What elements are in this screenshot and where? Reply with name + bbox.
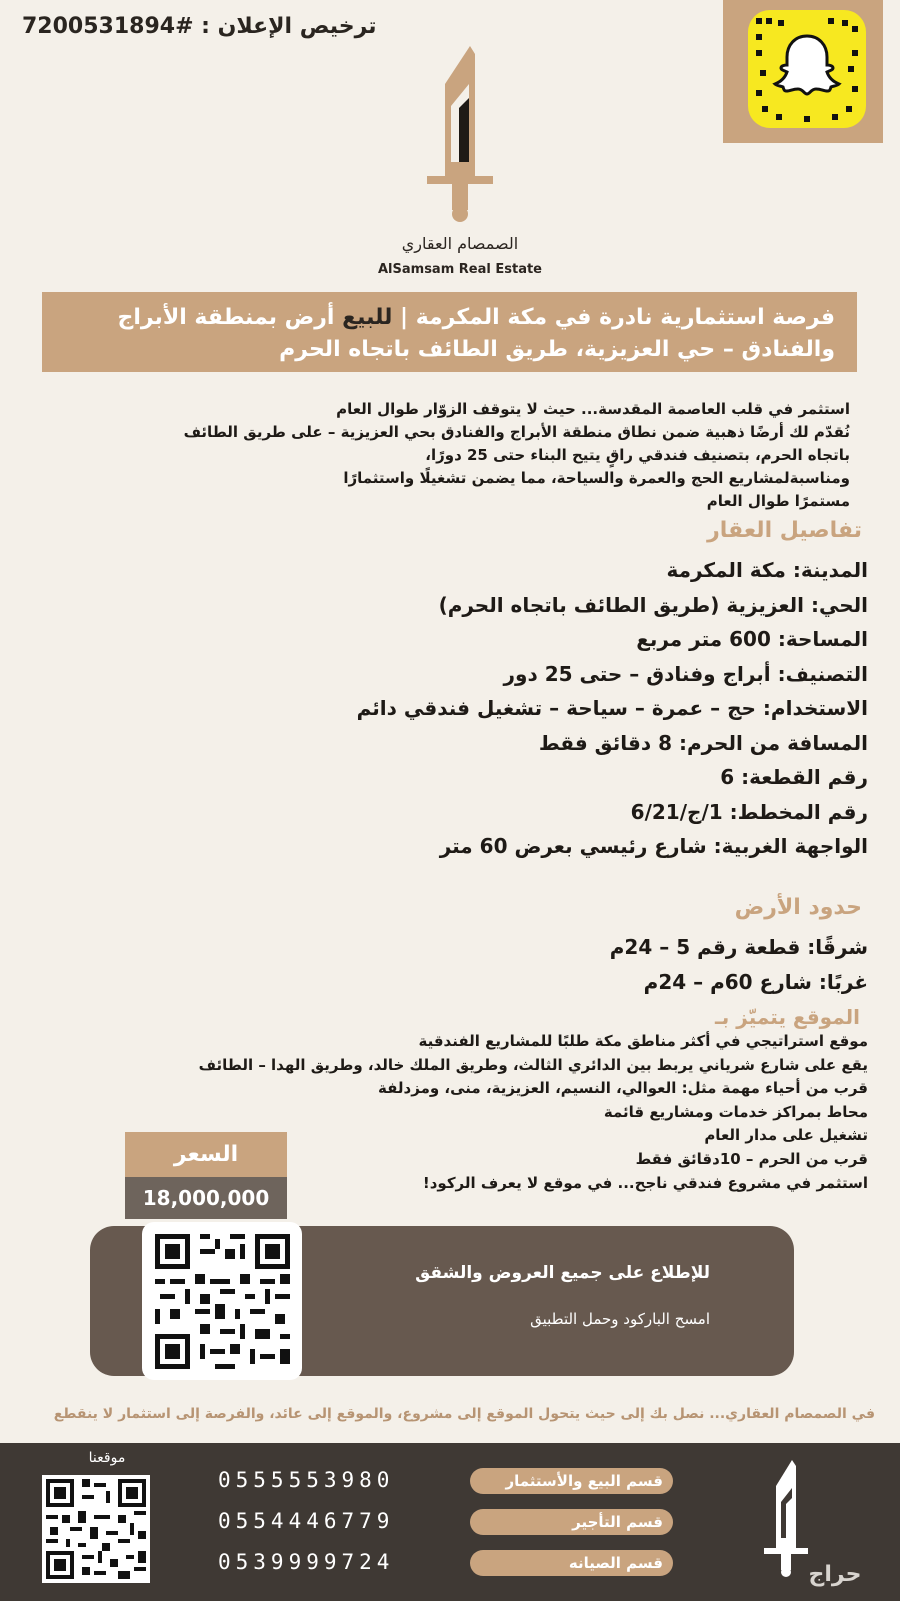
property-details-title: تفاصيل العقار	[707, 518, 862, 543]
brand-name-english: AlSamsam Real Estate	[378, 262, 542, 277]
detail-plan-number: رقم المخطط: 1/ج/6/21	[630, 799, 868, 824]
detail-area: المساحة: 600 متر مربع	[636, 627, 868, 651]
price-value: 18,000,000	[125, 1177, 287, 1219]
detail-district: الحي: العزيزية (طريق الطائف باتجاه الحرم)	[438, 592, 868, 617]
qr-code-icon[interactable]	[155, 1234, 290, 1369]
boundaries-title: حدود الأرض	[734, 895, 862, 920]
ad-license-number: ترخيص الإعلان : #7200531894	[22, 14, 377, 39]
dept-rental: قسم التأجير	[470, 1509, 673, 1535]
intro-paragraph	[110, 398, 850, 513]
boundaries-list	[268, 930, 868, 999]
feature-item: استثمر في مشروع فندقي ناجح... في موقع لا يعرف الركود!	[422, 1173, 868, 1192]
footer-sword-logo-icon	[762, 1458, 810, 1578]
intro-line: مستمرًا طوال العام	[706, 492, 850, 510]
app-banner-title: للإطلاع على جميع العروض والشقق	[415, 1263, 710, 1283]
headline-part-1: فرصة استثمارية نادرة في مكة المكرمة |	[392, 305, 835, 330]
phone-maintenance[interactable]: 0539999724	[218, 1550, 395, 1574]
feature-item: يقع على شارع شرياني يربط بين الدائري الثالث، وطريق الملك خالد، وطريق الهدا – الطائف	[198, 1055, 868, 1074]
headline-text	[55, 302, 835, 366]
boundary-west: غربًا: شارع 60م – 24م	[643, 969, 868, 994]
detail-west-frontage: الواجهة الغربية: شارع رئيسي بعرض 60 متر	[439, 834, 868, 858]
app-banner-subtitle: امسح الباركود وحمل التطبيق	[530, 1310, 710, 1328]
boundary-east: شرقًا: قطعة رقم 5 – 24م	[609, 935, 868, 959]
dept-sales-investment: قسم البيع والأستثمار	[470, 1468, 673, 1494]
property-details-list	[168, 553, 868, 864]
feature-item: محاط بمراكز خدمات ومشاريع قائمة	[603, 1102, 868, 1121]
feature-item: قرب من الحرم – 10دقائق فقط	[635, 1149, 868, 1168]
intro-line: نُقدّم لك أرضًا ذهبية ضمن نطاق منطقة الأبراج والفنادق بحي العزيزية – على طريق الطائف	[183, 423, 850, 441]
intro-line: باتجاه الحرم، بتصنيف فندقي راقٍ يتيح البناء حتى 25 دورًا،	[425, 446, 850, 464]
dept-maintenance: قسم الصيانه	[470, 1550, 673, 1576]
brand-name-arabic: الصمصام العقاري	[401, 234, 519, 253]
detail-city: المدينة: مكة المكرمة	[666, 558, 868, 582]
phone-rental[interactable]: 0554446779	[218, 1509, 395, 1533]
detail-distance: المسافة من الحرم: 8 دقائق فقط	[538, 730, 868, 755]
detail-classification: التصنيف: أبراج وفنادق – حتى 25 دور	[503, 661, 868, 686]
feature-item: موقع استراتيجي في أكثر مناطق مكة طلبًا للمشاريع الفندقية	[418, 1032, 868, 1050]
haraj-watermark: حراج	[808, 1562, 862, 1587]
features-title: الموقع يتميّز بـ	[714, 1005, 860, 1029]
feature-item: قرب من أحياء مهمة مثل: العوالي، النسيم، العزيزية، منى، ومزدلفة	[378, 1079, 868, 1098]
location-qr-code-icon[interactable]	[42, 1475, 150, 1583]
detail-plot-number: رقم القطعة: 6	[720, 765, 868, 789]
slogan: في الصمصام العقاري... نصل بك إلى حيث يتحول الموقع إلى مشروع، والموقع إلى عائد، والفرصة إلى استثمار لا ينقطع	[53, 1406, 875, 1422]
headline-for-sale: للبيع	[342, 305, 393, 330]
feature-item: تشغيل على مدار العام	[704, 1126, 868, 1145]
price-label: السعر	[125, 1132, 287, 1177]
brand-sword-logo-icon	[425, 44, 495, 224]
our-location-label: موقعنا	[88, 1450, 126, 1466]
detail-usage: الاستخدام: حج – عمرة – سياحة – تشغيل فندقي دائم	[356, 696, 868, 720]
intro-line: ومناسبةلمشاريع الحج والعمرة والسياحة، مما يضمن تشغيلًا واستثمارًا	[343, 469, 850, 487]
phone-sales[interactable]: 0555553980	[218, 1468, 395, 1492]
headline-part-2: أرض بمنطقة الأبراج والفنادق – حي العزيزية، طريق الطائف باتجاه الحرم	[117, 305, 835, 362]
snapchat-qr-icon[interactable]	[748, 10, 866, 128]
intro-line: استثمر في قلب العاصمة المقدسة... حيث لا يتوقف الزوّار طوال العام	[336, 400, 850, 418]
headline-banner	[42, 292, 857, 372]
